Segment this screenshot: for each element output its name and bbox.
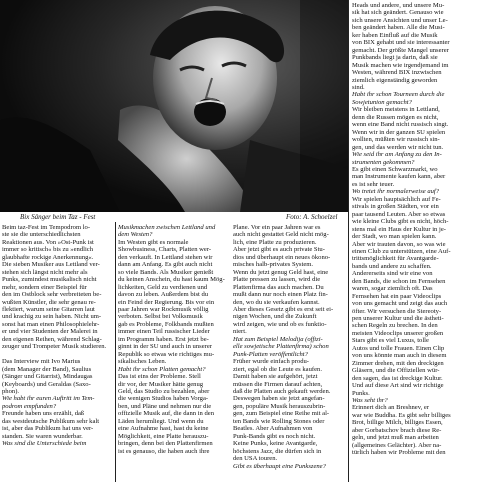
- text-line: müssen die Firmen darauf achten,: [233, 380, 323, 388]
- text-line: aber Gorbatschov brach diese Re-: [352, 426, 442, 434]
- interview-question: strumenten gekommen?: [352, 158, 415, 166]
- text-line: Möglichkeit, eine Platte herauszu-: [118, 432, 209, 440]
- text-line: ten Bands wie Rolling Stones oder: [233, 417, 325, 425]
- text-line: sind.: [352, 83, 365, 91]
- text-line: wie kleine Clubs gibt es nicht, höch-: [352, 218, 449, 226]
- text-line: den, wo du sie verkaufen kannst.: [233, 298, 320, 306]
- text-line: ker haben Einfluß auf die Musik: [352, 31, 438, 39]
- text-line: Wenn du jetzt genug Geld hast, eine: [233, 268, 329, 276]
- text-line: der Stadt, wo man spielen kann.: [352, 233, 437, 241]
- text-line: Früher wurde einfach produ-: [233, 358, 309, 366]
- text-line: Freunde haben uns erzählt, daß: [2, 410, 85, 418]
- text-line: Zimmer drehen, mit den dreckigen: [352, 359, 444, 367]
- text-line: (allgemeines Gelächter). Aber na-: [352, 441, 442, 449]
- text-line: wenn eine Band nicht russisch singt.: [352, 121, 449, 129]
- text-line: Läden herumliegt. Und wenn du: [118, 417, 204, 425]
- text-line: Plane. Vor ein paar Jahren war es: [233, 224, 321, 231]
- text-line: Punkbands liegt ja darin, daß sie: [352, 54, 438, 62]
- text-line: Plattenfirma das auch machen. Du: [233, 283, 324, 291]
- text-line: ziert, egal ob die Leute es kaufen.: [233, 365, 322, 373]
- text-line: mehr, sondern einer Beispiel für: [2, 283, 87, 291]
- text-line: Musikmachen zwischen Lettland und: [118, 224, 216, 231]
- text-line: Das Interview mit Ivo Marius: [2, 358, 81, 366]
- text-line: ginnt in der SU und auch in unserer: [118, 343, 212, 351]
- text-line: lichkeiten, Geld zu verdienen und: [118, 283, 208, 291]
- text-line: sik hat sich geändert. Genauso wie: [352, 9, 444, 17]
- text-line: (Sänger und Gitarrist), Mindaugas: [2, 373, 93, 381]
- text-line: Geld, das Studio zu bezahlen, aber: [118, 387, 210, 395]
- text-line: auch nicht gestattet Geld nicht mög-: [233, 231, 329, 239]
- text-line: meisten Videoclips unserer großen: [352, 329, 444, 337]
- text-line: Republik so etwas wie richtiges mu-: [118, 350, 215, 358]
- text-line: (Keyboards) und Geraldas (Saxo-: [2, 380, 91, 388]
- text-line: waren, sogar ziemlich oft. Das: [352, 285, 433, 293]
- article-column-1: [2, 224, 110, 482]
- article-column-3: [233, 224, 345, 482]
- text-line: türlich haben wir Probleme mit den: [352, 449, 446, 457]
- text-line: es ist sehr teuer.: [352, 180, 395, 188]
- text-line: Die sieben Musiker aus Lettland ver-: [2, 261, 100, 269]
- text-line: wußten Künstler, die sehr genau re-: [2, 298, 96, 306]
- text-line: Gläsern, und die Offiziellen wür-: [352, 367, 440, 375]
- text-line: sich unsere Ansichten und unser Le-: [352, 16, 448, 24]
- singer-photo-graphic: [0, 0, 348, 212]
- text-line: Aber dieses Gesetz gibt es erst seit ei-: [233, 305, 334, 313]
- text-line: verboten. Selbst bei Volksmusik: [118, 313, 203, 321]
- article-column-2: [118, 224, 230, 482]
- text-line: Stars gibt es viel Luxus, tolle: [352, 337, 429, 345]
- interview-question: Hat zum Beispiel Melodija (offizi-: [233, 335, 323, 343]
- text-line: von uns gemacht und zeigt das auch: [352, 300, 448, 308]
- text-line: Aber jetzt gibt es auch private Stu-: [233, 246, 325, 254]
- text-line: Punk-Bands gibt es noch nicht.: [233, 432, 316, 440]
- column-4-text: [352, 2, 480, 457]
- text-line: Punks.: [352, 389, 370, 397]
- text-line: höchstens Jazz, die dürfen sich in: [233, 447, 322, 455]
- text-line: Punks, zumindest musikalisch nicht: [2, 276, 97, 284]
- photo-caption: Bix Sänger beim Taz - Fest: [20, 213, 96, 221]
- interview-question: podrom empfunden?: [2, 402, 57, 410]
- text-line: standen. Sie waren wunderbar.: [2, 432, 83, 440]
- text-line: flektiert, warum seine Gitarren laut: [2, 305, 95, 313]
- photo-credit: Foto: A. Schoelzel: [286, 213, 338, 221]
- column-1-text: [2, 224, 110, 448]
- text-line: (dem Manager der Band), Saulius: [2, 365, 92, 373]
- text-line: ben, und Pläne und nehmen nur die: [118, 402, 212, 410]
- text-line: nigen Wochen, und die Zukunft: [233, 313, 317, 321]
- text-line: gab es Probleme, Folkbands mußten: [118, 320, 214, 328]
- text-line: phon).: [2, 387, 20, 395]
- text-line: lich, eine Platte zu produzieren.: [233, 238, 317, 246]
- text-line: Westen, während BIX inzwischen: [352, 69, 442, 77]
- text-line: ist, aber das Publikum hat uns ver-: [2, 425, 94, 433]
- text-line: offizielle Musik auf, die dann in den: [118, 410, 215, 418]
- text-line: so viele Bands. Als Musiker genießt: [118, 268, 214, 276]
- interview-question: Wie seid ihr am Anfang zu den In-: [352, 151, 442, 159]
- text-line: die wenigen Studios haben Vorga-: [118, 395, 209, 403]
- text-line: den im Ostblock sehr verbreiteten be-: [2, 291, 102, 299]
- text-line: [2, 351, 110, 358]
- text-line: Heads und andere, und unsere Mu-: [352, 2, 445, 9]
- text-line: man Instrumente kaufen kann, aber: [352, 173, 446, 181]
- text-line: er und vier Studenten der Malerei in: [2, 328, 98, 336]
- text-line: immer so kritisch« bis zu »endlich: [2, 246, 94, 254]
- text-line: Es gibt einen Schwarzmarkt, wo: [352, 165, 438, 173]
- text-line: immer einen Teil russischer Lieder: [118, 328, 210, 336]
- text-line: den Bands, die schon im Fernsehen: [352, 277, 446, 285]
- text-line: Damit haben sie aufgehört, jetzt: [233, 373, 318, 381]
- text-line: paar Jahren war Rockmusik völlig: [118, 305, 209, 313]
- text-line: ben geändert haben. Alle die Musi-: [352, 24, 445, 32]
- interview-question: Wie habt ihr euren Auftritt im Tem-: [2, 395, 95, 403]
- text-line: den verkauft. In Lettland stehen wir: [118, 253, 213, 261]
- text-line: Wir spielen hauptsächlich auf Fe-: [352, 195, 441, 203]
- interview-question: elle sowjetische Plattenfirma) schon: [233, 343, 329, 351]
- text-line: Beim taz-Fest im Tempodrom lo-: [2, 224, 91, 231]
- text-line: paar tausend Leuten. Aber so etwas: [352, 210, 446, 218]
- text-line: daß die Platten auch gekauft werden.: [233, 387, 331, 395]
- text-line: im Programm haben. Erst jetzt be-: [118, 335, 209, 343]
- text-line: du keinen Anschein, du hast kaum Mög-: [118, 276, 225, 284]
- text-line: dann am Anfang. Es gibt auch nicht: [118, 261, 213, 269]
- text-line: schen Regeln zu brechen. In den: [352, 322, 438, 330]
- text-line: das westdeutsche Publikum sehr kalt: [2, 417, 100, 425]
- column-divider: [115, 222, 116, 482]
- text-line: Andererseits sind wir eine von: [352, 270, 433, 278]
- text-line: ste sie die unterschiedlichsten: [2, 231, 81, 239]
- text-line: davon zu leben. Außerdem bist du: [118, 291, 209, 299]
- text-line: von uns könnte man auch in diesem: [352, 352, 447, 360]
- text-line: dem Westen?: [118, 231, 153, 239]
- text-line: öfter. Wir versuchen die Stereoty-: [352, 307, 442, 315]
- text-line: stens mal ein Haus der Kultur in je-: [352, 225, 446, 233]
- text-line: Wir bleiben meistens in Lettland,: [352, 106, 440, 114]
- text-line: misches halb-privates System.: [233, 261, 314, 269]
- text-line: und krachig zu sein haben. Nicht um-: [2, 313, 102, 321]
- text-line: bands und andere zu schaffen.: [352, 262, 432, 270]
- text-line: ist es genauso, die haben auch ihre: [118, 447, 210, 455]
- text-line: sikalisches Leben.: [118, 358, 167, 366]
- text-line: Wenn wir in der ganzen SU spielen: [352, 128, 446, 136]
- text-line: zeuger und Trompeter Musik studieren.: [2, 343, 107, 351]
- text-line: gen, und das werden wir nicht tun.: [352, 143, 444, 151]
- text-line: wird zeigen, wie und ob es funktio-: [233, 320, 327, 328]
- text-line: dir vor, der Musiker hätte genug: [118, 380, 204, 388]
- text-line: niert.: [233, 328, 247, 336]
- text-line: gemacht. Der größte Mangel unserer: [352, 46, 449, 54]
- column-3-text: [233, 224, 345, 470]
- text-line: Beatles. Aber Aufnahmen von: [233, 425, 313, 433]
- text-line: trittsmöglichkeit für Avantgarde-: [352, 255, 439, 263]
- text-line: Autos und tolle Frauen. Einen Clip: [352, 344, 445, 352]
- text-line: Und auf diese Art sind wir richtige: [352, 382, 444, 390]
- interview-question: Habt ihr schon Tourneen durch die: [352, 91, 445, 99]
- text-line: den USA touren.: [233, 455, 278, 463]
- text-line: bringen, denn bei den Plattenfirmen: [118, 440, 213, 448]
- text-line: wollten, müßten wir russisch sin-: [352, 136, 440, 144]
- interview-question: Gibt es überhaupt eine Punkszene?: [233, 462, 326, 470]
- interview-question: Habt ihr schon Platten gemacht?: [118, 365, 206, 373]
- interview-question: Was sind die Unterschiede beim: [2, 440, 87, 448]
- text-line: ziemlich eigenständig geworden: [352, 76, 438, 84]
- text-line: Keine Punks, keine Avantgarde,: [233, 440, 318, 448]
- interview-question: Sowjetunion gemacht?: [352, 98, 412, 106]
- text-line: stehen sich längst nicht mehr als: [2, 268, 88, 276]
- text-line: Brot, billige Milch, billiges Essen,: [352, 419, 443, 427]
- text-line: sonst hat man einen Philosophielehr-: [2, 320, 100, 328]
- text-line: war wie Buddha. Es gibt sehr billiges: [352, 411, 451, 419]
- text-line: Showbusiness, Charts, Platten wer-: [118, 246, 212, 254]
- text-line: Reaktionen aus. Von »Ost-Punk ist: [2, 238, 94, 246]
- text-line: Platte pressen zu lassen, wird die: [233, 276, 321, 284]
- text-line: geln, und jetzt muß man arbeiten: [352, 434, 439, 442]
- text-line: glaubhafte rockige Anerkennung«.: [2, 253, 94, 261]
- text-line: den sagen, das ist dreckige Kultur.: [352, 374, 443, 382]
- text-line: gen, zum Beispiel eine Reihe mit al-: [233, 410, 330, 418]
- text-line: Im Westen gibt es normale: [118, 238, 189, 246]
- article-column-4: [352, 2, 480, 482]
- singer-photo: [0, 0, 348, 212]
- text-line: Musik machen wie irgendjemand im: [352, 61, 449, 69]
- column-2-text: [118, 224, 230, 455]
- text-line: einen Club zu unterstützen, eine Auf-: [352, 247, 451, 255]
- text-line: Deswegen haben sie jetzt angefan-: [233, 395, 325, 403]
- text-line: dios und überhaupt ein neues ökono-: [233, 253, 331, 261]
- text-line: pen unserer Kultur und die ästheti-: [352, 315, 444, 323]
- text-line: den eigenen Reihen, während Schlag-: [2, 335, 102, 343]
- text-line: ein Feind der Regierung. Bis vor ein: [118, 298, 215, 306]
- text-line: eine Aufnahme hast, hast du keine: [118, 425, 209, 433]
- interview-question: Punk-Platten veröffentlicht?: [233, 350, 308, 358]
- interview-question: Was seht ihr?: [352, 397, 388, 405]
- text-line: Erinnert dich an Breshnev, er: [352, 404, 430, 412]
- text-line: von BIX gehabt und sie interessanter: [352, 39, 450, 47]
- text-line: stivals in großen Städten, vor ein: [352, 203, 439, 211]
- text-line: denn die Russen mögen es nicht,: [352, 113, 439, 121]
- text-line: gen, populäre Musik herauszubrin-: [233, 402, 326, 410]
- column-divider: [348, 0, 349, 482]
- text-line: Aber wir trauten davon, so was wie: [352, 240, 446, 248]
- text-line: Fernsehen hat ein paar Videoclips: [352, 292, 442, 300]
- interview-question: Wo tretet ihr normalerweise auf?: [352, 188, 440, 196]
- text-line: Das ist eins der Probleme. Stell: [118, 373, 201, 381]
- text-line: mußt dann nur noch einen Platz fin-: [233, 291, 328, 299]
